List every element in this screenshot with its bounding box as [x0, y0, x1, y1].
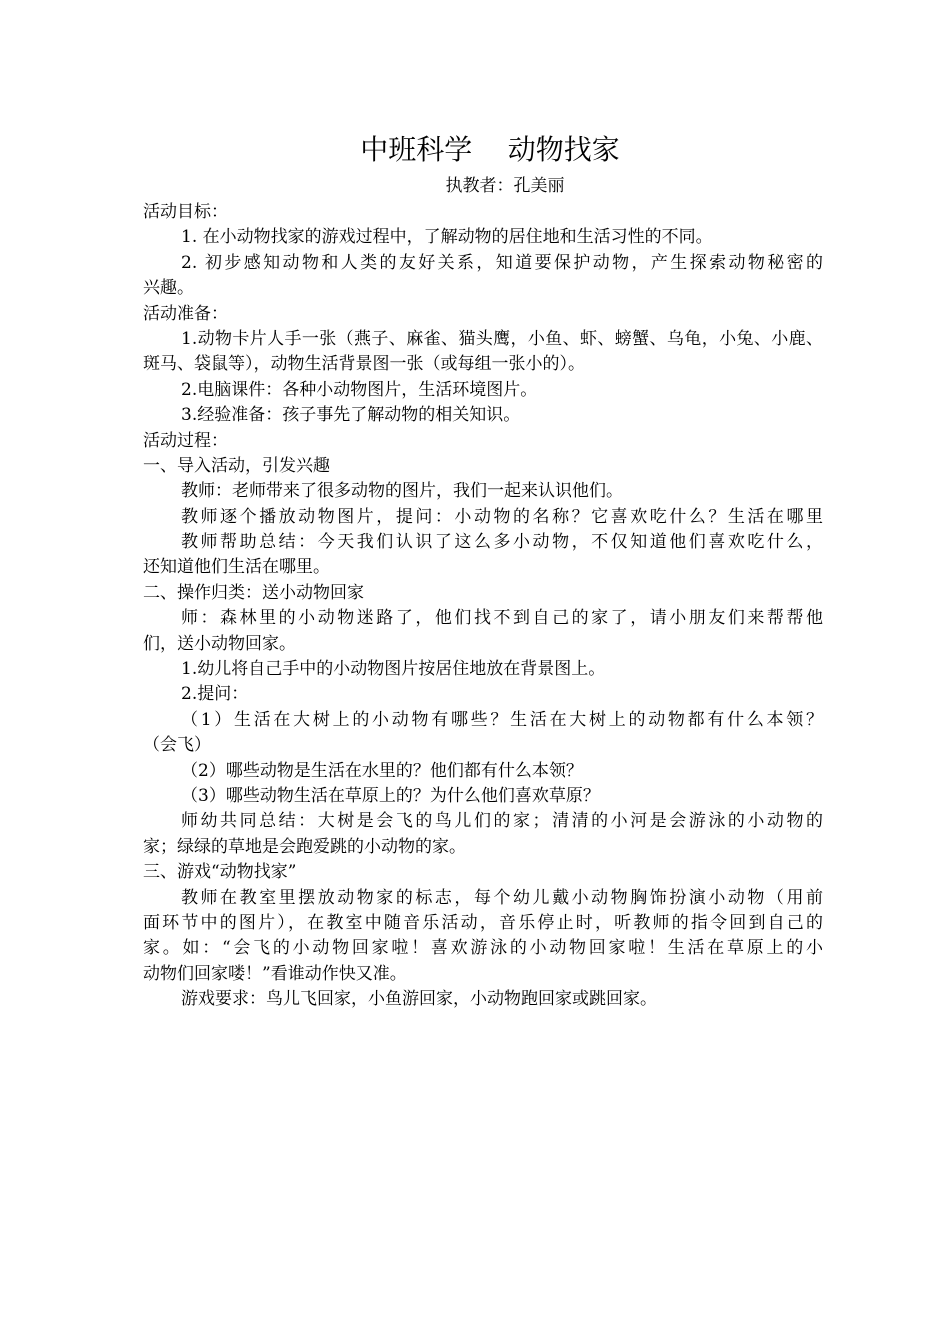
- text-line-content: 面环节中的图片），在教室中随音乐活动，音乐停止时，听教师的指令回到自己的: [143, 912, 823, 933]
- text-line: [143, 936, 823, 961]
- text-line: [143, 225, 823, 250]
- text-line-content: 1. 在小动物找家的游戏过程中，了解动物的居住地和生活习性的不同。: [181, 227, 713, 248]
- text-line-content: 活动准备：: [143, 303, 228, 324]
- text-line-content: 还知道他们生活在哪里。: [143, 557, 330, 578]
- text-line: [143, 302, 823, 327]
- text-line: [143, 784, 823, 809]
- page-title: 中班科学 动物找家: [360, 133, 620, 166]
- text-line: [143, 886, 823, 911]
- text-line: [143, 733, 823, 758]
- text-line-content: （3）哪些动物生活在草原上的？为什么他们喜欢草原？: [181, 785, 600, 806]
- text-line-content: 一、导入活动，引发兴趣: [143, 455, 330, 476]
- text-line-content: （1）生活在大树上的小动物有哪些？生活在大树上的动物都有什么本领？: [181, 709, 823, 730]
- text-line: [143, 632, 823, 657]
- text-line: [143, 911, 823, 936]
- document-body: [143, 200, 823, 1013]
- text-line: [143, 657, 823, 682]
- text-line-content: 家；绿绿的草地是会跑爱跳的小动物的家。: [143, 836, 466, 857]
- text-line-content: 家。如：“会飞的小动物回家啦！喜欢游泳的小动物回家啦！生活在草原上的小: [143, 938, 823, 959]
- text-line: [143, 530, 823, 555]
- text-line-content: 活动目标：: [143, 202, 228, 222]
- text-line-content: 三、游戏“动物找家”: [143, 862, 297, 883]
- text-line: [143, 200, 823, 225]
- text-line: [143, 429, 823, 454]
- text-line: [143, 505, 823, 530]
- text-line: [143, 606, 823, 631]
- text-line: [143, 708, 823, 733]
- text-line: [143, 835, 823, 860]
- text-line: [143, 987, 823, 1012]
- text-line-content: 2. 初步感知动物和人类的友好关系，知道要保护动物，产生探索动物秘密的: [181, 252, 823, 273]
- text-line: [143, 555, 823, 580]
- text-line-content: 师幼共同总结：大树是会飞的鸟儿们的家；清清的小河是会游泳的小动物的: [181, 811, 823, 832]
- text-line-content: 教师逐个播放动物图片，提问：小动物的名称？它喜欢吃什么？生活在哪里: [181, 506, 823, 527]
- text-line-content: 斑马、袋鼠等），动物生活背景图一张（或每组一张小的）。: [143, 354, 585, 375]
- text-line-content: 教师：老师带来了很多动物的图片，我们一起来认识他们。: [181, 481, 623, 502]
- text-line-content: 们，送小动物回家。: [143, 633, 296, 654]
- text-line-content: 教师在教室里摆放动物家的标志，每个幼儿戴小动物胸饰扮演小动物（用前: [181, 887, 823, 908]
- text-line-content: 2.提问：: [181, 684, 249, 705]
- text-line-content: 2.电脑课件：各种小动物图片，生活环境图片。: [181, 379, 538, 400]
- text-line-content: 3.经验准备：孩子事先了解动物的相关知识。: [181, 405, 521, 426]
- text-line-content: 活动过程：: [143, 430, 228, 451]
- text-line: [143, 581, 823, 606]
- text-line-content: 动物们回家喽！”看谁动作快又准。: [143, 963, 407, 984]
- text-line: [143, 251, 823, 276]
- text-line-content: 1.幼儿将自己手中的小动物图片按居住地放在背景图上。: [181, 659, 606, 680]
- text-line: [143, 352, 823, 377]
- text-line-content: （会飞）: [143, 735, 211, 756]
- text-line: [143, 327, 823, 352]
- text-line-content: 兴趣。: [143, 278, 194, 299]
- text-line-content: 1.动物卡片人手一张（燕子、麻雀、猫头鹰，小鱼、虾、螃蟹、乌龟，小兔、小鹿、: [181, 328, 823, 349]
- text-line: [143, 276, 823, 301]
- text-line: [143, 378, 823, 403]
- author-line: 执教者：孔美丽: [445, 176, 565, 196]
- text-line-content: 师：森林里的小动物迷路了，他们找不到自己的家了，请小朋友们来帮帮他: [181, 608, 823, 629]
- text-line: [143, 759, 823, 784]
- text-line: [143, 809, 823, 834]
- text-line-content: 二、操作归类：送小动物回家: [143, 582, 364, 603]
- text-line: [143, 962, 823, 987]
- text-line: [143, 479, 823, 504]
- text-line: [143, 860, 823, 885]
- text-line-content: 游戏要求：鸟儿飞回家，小鱼游回家，小动物跑回家或跳回家。: [181, 989, 657, 1010]
- text-line-content: 教师帮助总结：今天我们认识了这么多小动物，不仅知道他们喜欢吃什么，: [181, 532, 823, 553]
- text-line: [143, 403, 823, 428]
- text-line-content: （2）哪些动物是生活在水里的？他们都有什么本领？: [181, 760, 583, 781]
- text-line: [143, 682, 823, 707]
- text-line: [143, 454, 823, 479]
